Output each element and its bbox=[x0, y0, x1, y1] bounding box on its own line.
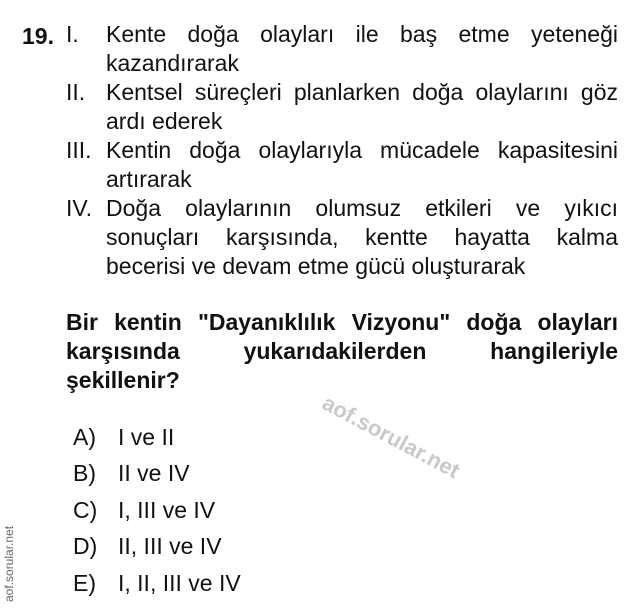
watermark-center: aof.sorular.net bbox=[318, 390, 464, 484]
question-number: 19. bbox=[22, 23, 54, 49]
statement-1 bbox=[66, 20, 618, 78]
statement-4 bbox=[66, 194, 618, 281]
answer-options bbox=[73, 419, 241, 602]
option-c-letter: C) bbox=[73, 496, 98, 523]
option-a-letter: A) bbox=[73, 423, 96, 450]
statement-4-text: Doğa olaylarının olumsuz etkileri ve yıkıcı sonuçları karşısında, kentte hayatta kalma becerisi ve devam etme gücü oluşturarak bbox=[106, 195, 618, 279]
statement-2-number: II. bbox=[66, 79, 86, 105]
statement-1-number: I. bbox=[66, 21, 79, 47]
option-a[interactable] bbox=[73, 419, 241, 456]
option-e-text: I, II, III ve IV bbox=[118, 569, 241, 596]
option-b-text: II ve IV bbox=[118, 460, 190, 487]
option-c[interactable] bbox=[73, 492, 241, 529]
statement-3-number: III. bbox=[66, 137, 92, 163]
option-b[interactable] bbox=[73, 456, 241, 493]
watermark-side: aof.sorular.net bbox=[2, 525, 16, 602]
option-d[interactable] bbox=[73, 529, 241, 566]
option-c-text: I, III ve IV bbox=[118, 496, 216, 523]
option-e[interactable] bbox=[73, 565, 241, 602]
statement-2-text: Kentsel süreçleri planlarken doğa olaylarını göz ardı ederek bbox=[106, 79, 618, 134]
option-a-text: I ve II bbox=[118, 423, 175, 450]
statement-2 bbox=[66, 78, 618, 136]
statement-3-text: Kentin doğa olaylarıyla mücadele kapasitesini artırarak bbox=[106, 137, 618, 192]
option-b-letter: B) bbox=[73, 460, 96, 487]
option-d-letter: D) bbox=[73, 533, 98, 560]
option-e-letter: E) bbox=[73, 569, 96, 596]
option-d-text: II, III ve IV bbox=[118, 533, 222, 560]
statement-3 bbox=[66, 136, 618, 194]
question-stem: Bir kentin "Dayanıklılık Vizyonu" doğa olayları karşısında yukarıdakilerden hangileriyle şekillenir? bbox=[66, 309, 618, 393]
statement-4-number: IV. bbox=[66, 195, 93, 221]
statement-1-text: Kente doğa olayları ile baş etme yeteneği kazandırarak bbox=[106, 21, 618, 76]
statement-list bbox=[66, 20, 618, 281]
